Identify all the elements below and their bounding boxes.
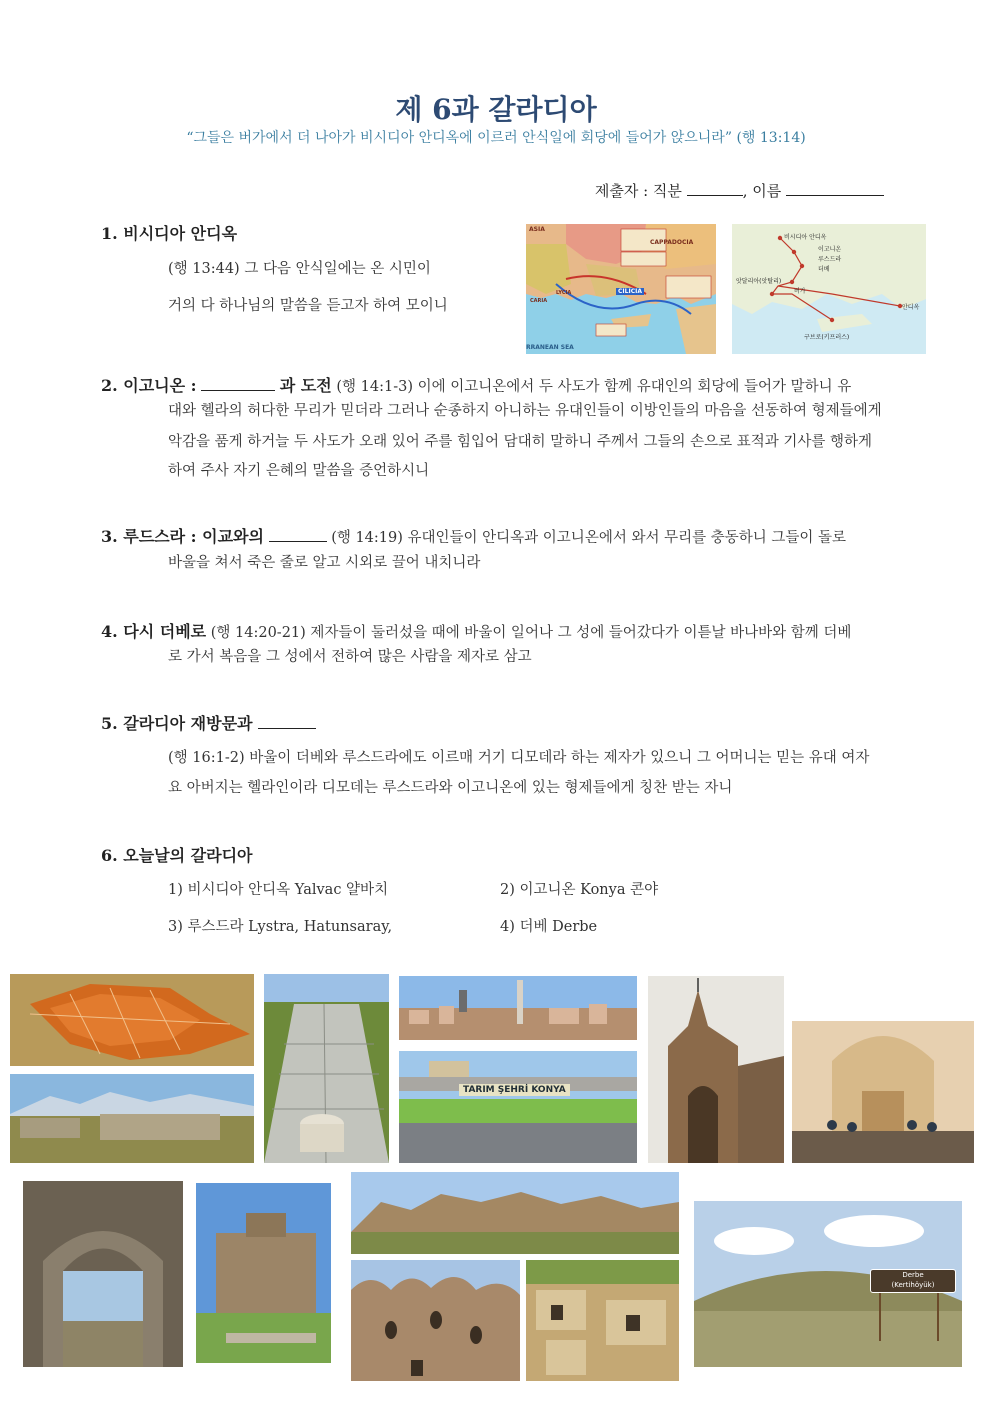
verse-subtitle: “그들은 버가에서 더 나아가 비시디아 안디옥에 이르러 안식일에 회당에 들어가 앉으니라” (행 13:14) bbox=[186, 130, 806, 146]
map-city-perga: 버가 bbox=[794, 288, 806, 295]
derbe-sign-line-1: Derbe bbox=[902, 1271, 924, 1279]
section-3-line-2: 바울을 쳐서 죽은 줄로 알고 시외로 끌어 내치니라 bbox=[168, 555, 481, 571]
modern-site-3: 3) 루스드라 Lystra, Hatunsaray, bbox=[168, 919, 393, 935]
antioch-ruins-landscape-photo bbox=[10, 1074, 254, 1163]
section-5-line-1: (행 16:1-2) 바울이 더베와 루스드라에도 이르매 거기 디모데라 하는 제자가 있으니 그 어머니는 믿는 유대 여자 bbox=[168, 750, 870, 766]
map-city-attalia: 앗달리아(앗탈리) bbox=[736, 278, 782, 285]
section-3-blank[interactable] bbox=[269, 527, 327, 542]
section-2-heading-b: 과 도전 bbox=[279, 376, 332, 395]
section-3-line-1: (행 14:19) 유대인들이 안디옥과 이고니온에서 와서 무리를 충동하니 그들이 돌로 bbox=[331, 530, 846, 546]
map-label-asia: ASIA bbox=[529, 226, 545, 233]
section-4-line-1: (행 14:20-21) 제자들이 둘러섰을 때에 바울이 일어나 그 성에 들어갔다가 이튿날 바나바와 함께 더베 bbox=[210, 625, 852, 641]
section-2-line-1: (행 14:1-3) 이에 이고니온에서 두 사도가 함께 유대인의 회당에 들어가 말하니 유 bbox=[336, 379, 852, 395]
cave-dwellings-photo bbox=[351, 1260, 520, 1381]
church-interior-photo bbox=[792, 1021, 974, 1163]
section-3-heading: 3. 루드스라 : 이교와의 bbox=[101, 527, 264, 546]
missionary-journey-map bbox=[526, 224, 716, 354]
map-label-lycia: LYCIA bbox=[556, 290, 572, 296]
roman-road-photo bbox=[264, 974, 389, 1163]
derbe-mound-photo bbox=[694, 1201, 962, 1367]
map-city-antioch: 안디옥 bbox=[902, 304, 920, 311]
section-2-blank[interactable] bbox=[201, 376, 275, 391]
section-5-heading: 5. 갈라디아 재방문과 bbox=[101, 714, 253, 733]
map-city-cyprus: 구브로(키프러스) bbox=[804, 334, 850, 341]
map-city-antioch-pisidia: 비시디아 안디옥 bbox=[784, 234, 827, 241]
derbe-sign bbox=[870, 1269, 956, 1293]
section-2-line-2: 대와 헬라의 허다한 무리가 믿더라 그러나 순종하지 아니하는 유대인들이 이방인들의 마음을 선동하여 형제들에게 bbox=[168, 403, 882, 419]
city-route-map bbox=[732, 224, 926, 354]
modern-site-2: 2) 이고니온 Konya 콘야 bbox=[500, 882, 659, 898]
map-label-sea: RRANEAN SEA bbox=[526, 344, 574, 351]
name-label: , 이름 bbox=[742, 182, 782, 200]
map-city-derbe: 더베 bbox=[818, 266, 830, 273]
name-blank[interactable] bbox=[786, 181, 884, 196]
section-2-line-4: 하여 주사 자기 은혜의 말씀을 증언하시니 bbox=[168, 463, 430, 479]
map-label-caria: CARIA bbox=[530, 298, 548, 304]
section-5-blank[interactable] bbox=[258, 714, 316, 729]
submitter-line bbox=[595, 180, 884, 201]
antioch-aerial-photo bbox=[10, 974, 254, 1066]
section-1-line-2: 거의 다 하나님의 말씀을 듣고자 하여 모이니 bbox=[168, 298, 448, 314]
konya-city-photo bbox=[399, 976, 637, 1040]
section-4-heading: 4. 다시 더베로 bbox=[101, 622, 207, 641]
modern-site-4: 4) 더베 Derbe bbox=[500, 919, 598, 935]
derbe-sign-line-2: (Kertihöyük) bbox=[891, 1281, 935, 1289]
konya-sign-text: TARIM ŞEHRİ KONYA bbox=[459, 1084, 570, 1096]
section-2-heading-a: 2. 이고니온 : bbox=[101, 376, 197, 395]
position-label: 제출자 : 직분 bbox=[594, 182, 682, 200]
section-1-line-1: (행 13:44) 그 다음 안식일에는 온 시민이 bbox=[168, 261, 431, 277]
section-1-heading: 1. 비시디아 안디옥 bbox=[101, 224, 238, 243]
konya-sign-photo bbox=[399, 1051, 637, 1163]
stone-arches-photo bbox=[23, 1181, 183, 1367]
section-5-line-2: 요 아버지는 헬라인이라 디모데는 루스드라와 이고니온에 있는 형제들에게 칭찬 받는 자니 bbox=[168, 780, 733, 796]
map-label-cilicia: CILICIA bbox=[618, 288, 642, 295]
map-city-iconium: 이고니온 bbox=[818, 246, 842, 253]
church-exterior-photo bbox=[648, 976, 784, 1163]
rocky-ruins-photo bbox=[526, 1260, 679, 1381]
section-2-line-3: 악감을 품게 하거늘 두 사도가 오래 있어 주를 힘입어 담대히 말하니 주께서 그들의 손으로 표적과 기사를 행하게 bbox=[168, 434, 873, 450]
section-6-heading: 6. 오늘날의 갈라디아 bbox=[101, 846, 253, 865]
rock-formation-photo bbox=[351, 1172, 679, 1254]
page-title: 제 6과 갈라디아 bbox=[395, 93, 597, 126]
section-5-first-line bbox=[101, 711, 316, 734]
map-label-cappadocia: CAPPADOCIA bbox=[650, 239, 694, 246]
stone-castle-photo bbox=[196, 1183, 331, 1363]
position-blank[interactable] bbox=[687, 181, 743, 196]
map-city-lystra: 루스드라 bbox=[818, 256, 842, 263]
section-4-line-2: 로 가서 복음을 그 성에서 전하여 많은 사람을 제자로 삼고 bbox=[168, 649, 532, 665]
modern-site-1: 1) 비시디아 안디옥 Yalvac 얄바치 bbox=[168, 882, 389, 898]
